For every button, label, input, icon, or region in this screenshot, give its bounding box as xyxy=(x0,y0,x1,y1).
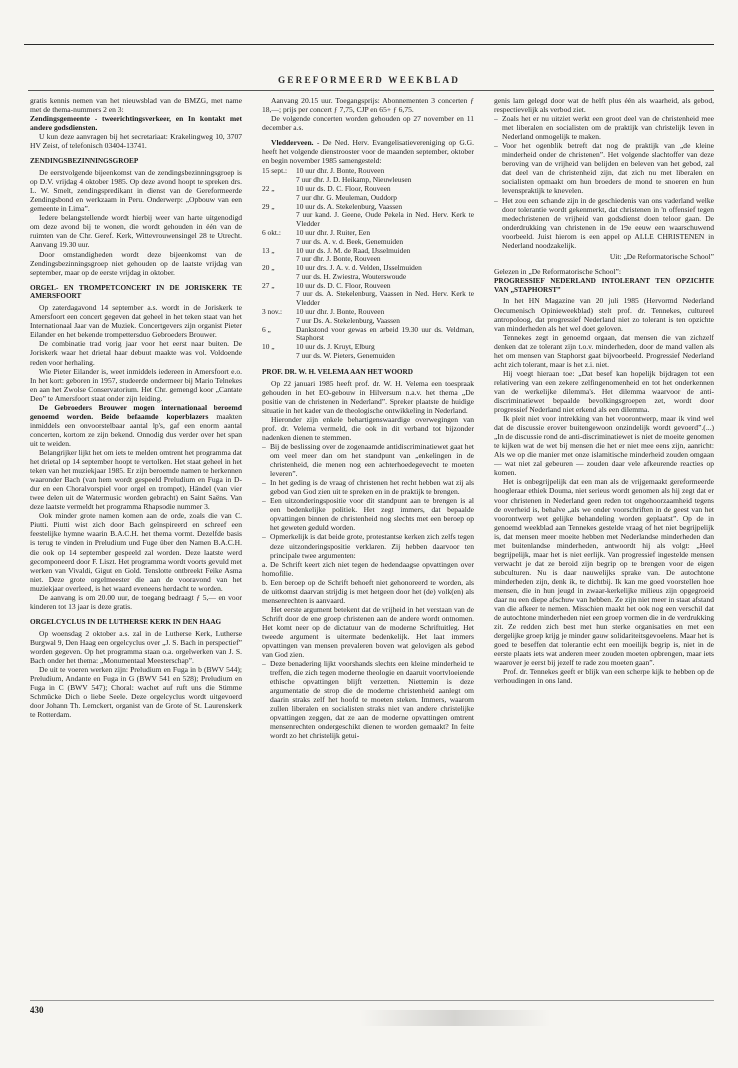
schedule-entry: 10 uur ds. D. C. Floor, Rouveen xyxy=(296,280,391,290)
list-item: – Opmerkelijk is dat beide grote, protestantse kerken zich zelfs tegen deze uitzonderingspositie verklaren. Zij hebben daarvoor ten principale twee argumenten: xyxy=(270,532,474,559)
schedule-date: 13 „ xyxy=(262,245,275,255)
paragraph: De combinatie trad vorig jaar voor het eerst naar buiten. De Joriskerk waar het drietal haar debuut maakte was vol. Voldoende reden voor herhaling. xyxy=(30,339,242,367)
header-rule xyxy=(28,90,714,91)
column-3 xyxy=(494,96,714,941)
vledderveen-lead: Vledderveen. xyxy=(271,138,314,148)
paragraph: Aanvang 20.15 uur. Toegangsprijs: Abonnementen 3 concerten ƒ 18,—; prijs per concert ƒ 7,75, CJP en 65+ ƒ 6,75. xyxy=(262,96,474,115)
bullet-list xyxy=(262,442,474,560)
schedule-date: 29 „ xyxy=(262,201,275,211)
paragraph: Door omstandigheden wordt deze bijeenkomst van de Zendingsbezinningsgroep niet gehouden op de laatste vrijdag van september, maar op de eerste vrijdag in oktober. xyxy=(30,249,242,277)
paragraph: Wie Pieter Eilander is, weet inmiddels iedereen in Amersfoort e.o. In het kort: geboren in 1957, studeerde ondermeer bij Mario Telnekes en aan het Zwolse Conservatorium. Het Chr. gemengd koor „Cantate Deo” te Amersfoort staat onder zijn leiding. xyxy=(30,366,242,403)
list-item: – Een uitzonderingspositie voor dit standpunt aan te brengen is al een bedenkelijke politiek. Het zegt immers, dat bepaalde opvattingen binnen de christenheid nog slechts met een beroep op het geweten geduld worden. xyxy=(270,496,474,532)
paragraph: Iedere belangstellende wordt hierbij weer van harte uitgenodigd om deze avond bij te wonen, die wordt gehouden in één van de ruimten van de Chr. Geref. Kerk, Wittevrouwensingel 28 te Utrecht. Aanvang 19.30 uur. xyxy=(30,213,242,250)
top-rule xyxy=(24,44,714,45)
schedule-entry: 10 uur dhr. J. Ruiter, Een xyxy=(296,227,371,237)
schedule-row xyxy=(262,211,474,229)
schedule-entry: 7 uur kand. J. Geene, Oude Pekela in Ned. Herv. Kerk te Vledder xyxy=(296,210,474,229)
list-item-b: b. Een beroep op de Schrift behoeft niet gehonoreerd te worden, als de uitkomst daarvan strijdig is met hetgeen door het (de) volk(en) als mensenrechten is aanvaard. xyxy=(262,577,474,605)
column-1 xyxy=(30,96,242,941)
schedule-entry: 7 uur ds. W. Pieters, Genemuiden xyxy=(296,351,395,361)
paragraph-rest: maakten inmiddels een onvoorstelbaar aantal lp's, gaf een enorm aantal concerten, kortom ze zijn bekend. Onnodig dus verder over het span uit te weiden. xyxy=(30,411,242,448)
heading-orgelcyclus: ORGELCYCLUS IN DE LUTHERSE KERK IN DEN HAAG xyxy=(30,617,222,626)
paragraph: Belangrijker lijkt het om iets te melden omtrent het programma dat het drietal op 14 september hoopt te vertolken. Het staat geheel in het teken van het muziekjaar 1985. Er zijn beroemde namen te herkennen waaronder Bach (van hem wordt gespeeld Preludium en Fuga in D-dur en een Choralvorspiel voor orgel en trompet), Händel (van vier twee delen uit de Watermusic worden gebracht) en Saint Saëns. Van deze laatste vermeldt het programma Rhapsodie nummer 3. xyxy=(30,447,242,512)
vledderveen-text: - De Ned. Herv. Evangelisatievereniging op G.G. heeft het volgende dienstrooster voor de maanden september, oktober en begin november 1985 samengesteld: xyxy=(262,138,474,166)
paragraph: Hieronder zijn enkele behartigenswaardige overwegingen van prof. dr. Velema vermeld, die ook in dit verband tot bijzonder nadenken dienen te stemmen. xyxy=(262,414,474,442)
paragraph: De uit te voeren werken zijn: Preludium en Fuga in b (BWV 544); Preludium, Andante en Fuga in G (BWV 541 en 528); Preludium en Fuga in C (BWV 547); Choral: wachet auf ruft uns die Stimme Schmücke Dich o liebe Seele. Deze orgelcyclus wordt uitgevoerd door Johann Th. Lemckert, organist van de Grote of St. Laurenskerk te Rotterdam. xyxy=(30,664,242,720)
intro-text: gratis kennis nemen van het nieuwsblad van de BMZG, met name met de thema-nummers 2 en 3: xyxy=(30,96,242,115)
paragraph: In het HN Magazine van 20 juli 1985 (Hervormd Nederland Oecumenisch Opinieweekblad) stelt prof. dr. Tennekes, cultureel antropoloog, dat progressief Nederland niet zo tolerant is ten opzichte van minderheden als het wel doet geloven. xyxy=(494,296,714,333)
paragraph xyxy=(30,403,242,448)
schedule-date xyxy=(262,290,296,308)
scan-smudge xyxy=(360,1010,550,1026)
list-item: – In het geding is de vraag of christenen het recht hebben wat zij als gebod van God zien uit te spreken en in de praktijk te brengen. xyxy=(270,478,474,496)
schedule-date xyxy=(262,352,296,361)
list-item: – Zoals het er nu uitziet werkt een groot deel van de christenheid mee met liberalen en socialisten om de praktijk van christelijk leven in Nederland onmogelijk te maken. xyxy=(502,114,714,141)
paragraph: Op zaterdagavond 14 september a.s. wordt in de Joriskerk te Amersfoort een concert gegeven dat geheel in het teken staat van het Internationaal Jaar van de Muziek. Concertgevers zijn organist Pieter Eilander en het bekende trompettersduo Gebroeders Brouwer. xyxy=(30,303,242,340)
paragraph: Het eerste argument betekent dat de vrijheid in het verstaan van de Schrift door de ene groep christenen aan de andere wordt ontnomen. Het komt neer op de dictatuur van de moderne Schriftuitleg. Het tweede argument is uitermate bedenkelijk. Het laat immers opvattingen van mensen prevaleren boven wat gelovigen als gebod van God zien. xyxy=(262,604,474,660)
heading-orgel-trompetconcert: ORGEL- EN TROMPETCONCERT IN DE JORISKERK TE AMERSFOORT xyxy=(30,283,242,301)
bold-lead: De Gebroeders Brouwer mogen internationaal beroemd genoemd worden. Beide befaamde koperblazers xyxy=(30,402,242,421)
page-header-title: GEREFORMEERD WEEKBLAD xyxy=(277,75,461,85)
schedule-entry: 10 uur drs. J. A. v. d. Velden, IJsselmuiden xyxy=(296,263,422,273)
schedule-entry: 7 uur ds. A. Stekelenburg, Vaassen in Ned. Herv. Kerk te Vledder xyxy=(296,289,474,308)
schedule-entry: Dankstond voor gewas en arbeid 19.30 uur ds. Veldman, Staphorst xyxy=(296,324,474,343)
schedule-entry: 7 uur dhr. J. Bonte, Rouveen xyxy=(296,254,381,264)
list-item: – Deze benadering lijkt voorshands slechts een kleine minderheid te treffen, die zich tegen moderne theologie en daaruit voortvloeiende ethische opvattingen blijft verzetten. Niettemin is deze argumentatie de strop die de moderne christenheid aanlegt om daarin straks zelf het hoofd te moeten steken. Immers, waarom zullen liberalen en socialisten straks niet van andere christelijke opvattingen zeggen, dat ze aan de moderne opvattingen omtrent mensenrechten ondergeschikt dienen te worden gemaakt? In feite wordt zo het christelijk getui- xyxy=(270,659,474,740)
paragraph: genis lam gelegd door wat de helft plus één als waarheid, als gebod, respectievelijk als verbod ziet. xyxy=(494,96,714,115)
schedule-date: 22 „ xyxy=(262,183,275,193)
paragraph: Ik pleit niet voor intrekking van het voorontwerp, maar ik vind wel dat de discussie erover buitengewoon onzindelijk wordt gevoerd”.(...) „In de discussie rond de anti-discriminatiewet is niet de moeite genomen te kijken wat de wet bij mensen die het er niet mee eens zijn, aanricht: Als we op die manier met onze islamitische minderheid zouden omgaan — wat niet zal gebeuren — zouden daar vele afkeurende reacties op komen. xyxy=(494,414,714,478)
paragraph: Tennekes zegt in genoemd orgaan, dat mensen die van zichzelf denken dat ze tolerant zijn t.o.v. minderheden, door de mand vallen als het om mensen van Staphorst gaat bijvoorbeeld. Progressief Nederland acht zich tolerant, maar is het z.i. niet. xyxy=(494,332,714,369)
schedule-entry: 7 uur dhr. G. Meuleman, Ouddorp xyxy=(296,192,397,202)
paragraph: Ook minder grote namen komen aan de orde, zoals die van C. Piutti. Piutti wist zich door Bach geïnspireerd en schreef een feestelijke hymne waarin B.A.C.H. het thema vormt. Dezelfde basis is terug te vinden in Preludium und Fuge über den Namen B.A.C.H. die ook op 14 september gespeeld zal worden. Deze laatste werd gecomponeerd door F. Liszt. Het programma wordt voorts gevuld met werken van Vivaldi, Gigut en Gold. Tenslotte ontbreekt Feike Asma niet. Deze grote orgelmeester die aan de vooravond van het muziekjaar overleed, is het waard eveneens herdacht te worden. xyxy=(30,511,242,593)
paragraph: Het is onbegrijpelijk dat een man als de vrijgemaakt gereformeerde hoogleraar ethiek Douma, niet serieus wordt genomen als hij zegt dat er voor christenen in Nederland geen reden tot ongehoorzaamheid tegens de overheid is, behalve „als we onder voorschriften in de geest van het voorontwerp wet gelijke behandeling worden geplaatst”. Op de in genoemd weekblad aan Tennekes gestelde vraag of het niet begrijpelijk is, dat mensen meer moeite hebben met Nederlandse minderheden dan met buitenlandse minderheden, antwoordt hij als volgt: „Heel begrijpelijk, maar het is niet eerlijk. Van progressief ingestelde mensen verwacht je dat ze beroid zijn begrip op te brengen voor de eigen subculturen. Nu is daar nauwelijks sprake van. De autochtone minderheden zijn, denk ik, te dichtbij. Ik kan me goed voorstellen hoe mensen, die in hun jeugd in zwaar-kerkelijke milieus zijn opgegroeid daar nu een diepe afschuw van hebben. Ze zijn niet meer in staat afstand van die afkeer te nemen. Misschien maakt het ook nog een verschil dat de autochtone minderheden niet een groep vormen die in de verdrukking zit. Ze redden zich best met hun sterke organisaties en met een dergelijke groep krijg je minder gauw solidariteitsgevoelens. Maar het is goed te beseffen dat tolerantie echt een moeilijk begrip is, niet in de eerste plaats iets wat anderen meer zouden moeten opbrengen, maar iets waarover je eerst bij jezelf te rade zou moeten gaan”. xyxy=(494,477,714,668)
paragraph xyxy=(262,138,474,165)
paragraph: De aanvang is om 20.00 uur, de toegang bedraagt ƒ 5,— en voor kinderen tot 13 jaar is deze gratis. xyxy=(30,592,242,611)
paragraph: De volgende concerten worden gehouden op 27 november en 11 december a.s. xyxy=(262,114,474,133)
schedule-date xyxy=(262,211,296,229)
paragraph: Prof. dr. Tennekes geeft er blijk van een scherpe kijk te hebben op de verhoudingen in ons land. xyxy=(494,667,714,686)
footer-rule xyxy=(30,1000,714,1001)
schedule-date: 20 „ xyxy=(262,263,275,273)
schedule-entry: 10 uur ds. J. M. de Raad, IJsselmuiden xyxy=(296,245,411,255)
list-item: – Voor het ogenblik betreft dat nog de praktijk van „de kleine minderheid onder de christenen”. Het volgende slachtoffer van deze beroving van de vrijheid van belijden en beleven van het gebod, zal dat deel van de christenheid zijn, dat zich nu met liberalen en socialisten opmaakt om hun broeders de mond te snoeren en hun levenspraktijk te knevelen. xyxy=(502,141,714,195)
schedule-entry: 7 uur dhr. J. D. Heikamp, Nieuwleusen xyxy=(296,175,412,185)
schedule-entry: 10 uur dhr. J. Bonte, Rouveen xyxy=(296,307,385,317)
page-number: 430 xyxy=(30,1005,44,1015)
intro-text-2: U kun deze aanvragen bij het secretariaat: Krakelingweg 10, 3707 HV Zeist, of telefonisch 03404-13741. xyxy=(30,132,242,151)
list-item: – Bij de beslissing over de zogenaamde antidiscriminatiewet gaat het om veel meer dan om het standpunt van „enkelingen in de christenheid, die menen nog een achterhoedegevecht te moeten leveren”. xyxy=(270,442,474,478)
list-item-a: a. De Schrift keert zich niet tegen de hedendaagse opvattingen over homofilie. xyxy=(262,559,474,578)
schedule-date: 15 sept.: xyxy=(262,166,288,176)
service-schedule xyxy=(262,167,474,361)
schedule-row xyxy=(262,352,474,361)
schedule-entry: 10 uur dhr. J. Bonte, Rouveen xyxy=(296,166,385,176)
bullet-list xyxy=(262,659,474,740)
paragraph: Op woensdag 2 oktober a.s. zal in de Lutherse Kerk, Lutherse Burgwal 9, Den Haag een orgelcyclus over „J. S. Bach in perspectief” worden gegeven. Op het programma staan o.a. orgelwerken van J. S. Bach onder het thema: „Monumentaal Meesterschap”. xyxy=(30,628,242,665)
schedule-entry: 7 uur ds. A. v. d. Beek, Genemuiden xyxy=(296,236,404,246)
schedule-date: 6 okt.: xyxy=(262,227,281,237)
paragraph: Hij voegt hieraan toe: „Dat besef kan hopelijk bijdragen tot een relativering van een zekere zelfingenomenheid en tot het onderkennen van de werkelijke dilemma's. Het dilemma waarvoor de anti-discriminatiewet bepaalde bevolkingsgroepen zet, wordt door progressief Nederland niet erkend als een dilemma. xyxy=(494,368,714,415)
schedule-date: 27 „ xyxy=(262,280,275,290)
source-line: Gelezen in „De Reformatorische School”: xyxy=(494,266,621,276)
schedule-entry: 7 uur ds. H. Zwiestra, Wouterswoude xyxy=(296,271,407,281)
source-signature: Uit: „De Reformatorische School” xyxy=(609,251,714,261)
schedule-entry: 10 uur ds. A. Stekelenburg, Vaassen xyxy=(296,201,403,211)
schedule-entry: 10 uur ds. D. C. Floor, Rouveen xyxy=(296,183,391,193)
heading-zendingsbezinningsgroep: ZENDINGSBEZINNINGSGROEP xyxy=(30,157,139,166)
list-item: – Het zou een schande zijn in de geschiedenis van ons vaderland welke door tolerantie wordt gekenmerkt, dat christenen in 'n offensief tegen medechristenen de vrijheid van godsdienst doen teloor gaan. De onderdrukking van christenen in de 19e eeuw een waarschuwend voorbeeld. Juist hierom is een appel op ALLE CHRISTENEN in Nederland noodzakelijk. xyxy=(502,196,714,250)
paragraph: De eerstvolgende bijeenkomst van de zendingsbezinningsgroep is op D.V. vrijdag 4 oktober 1985. Op deze avond hoopt te spreken drs. L. W. Smelt, zendingspredikant in dienst van de Gereformeerde Zendingsbond en werkzaam in Peru. Onderwerp: „Opbouw van een gemeente in Lima”. xyxy=(30,168,242,214)
bullet-list xyxy=(494,114,714,250)
paragraph: Op 22 januari 1985 heeft prof. dr. W. H. Velema een toespraak gehouden in het EO-gebouw in Hilversum n.a.v. het thema „De positie van de christenen in Nederland”. Spreker plaatste de huidige situatie in het kader van de theologische ontwikkeling in Nederland. xyxy=(262,378,474,415)
heading-progressief-nederland: PROGRESSIEF NEDERLAND INTOLERANT TEN OPZICHTE VAN „STAPHORST” xyxy=(494,276,714,294)
heading-velema: PROF. DR. W. H. VELEMA AAN HET WOORD xyxy=(262,367,413,376)
schedule-entry: 10 uur ds. J. Kruyt, Elburg xyxy=(296,342,375,352)
intro-bold: Zendingsgemeente - tweerichtingsverkeer, en In kontakt met andere godsdiensten. xyxy=(30,114,242,133)
column-2 xyxy=(262,96,474,941)
schedule-date: 6 „ xyxy=(262,324,271,334)
schedule-date: 10 „ xyxy=(262,342,275,352)
schedule-date: 3 nov.: xyxy=(262,307,283,317)
schedule-entry: 7 uur Ds. A. Stekelenburg, Vaassen xyxy=(296,315,401,325)
schedule-row xyxy=(262,326,474,344)
schedule-row xyxy=(262,290,474,308)
